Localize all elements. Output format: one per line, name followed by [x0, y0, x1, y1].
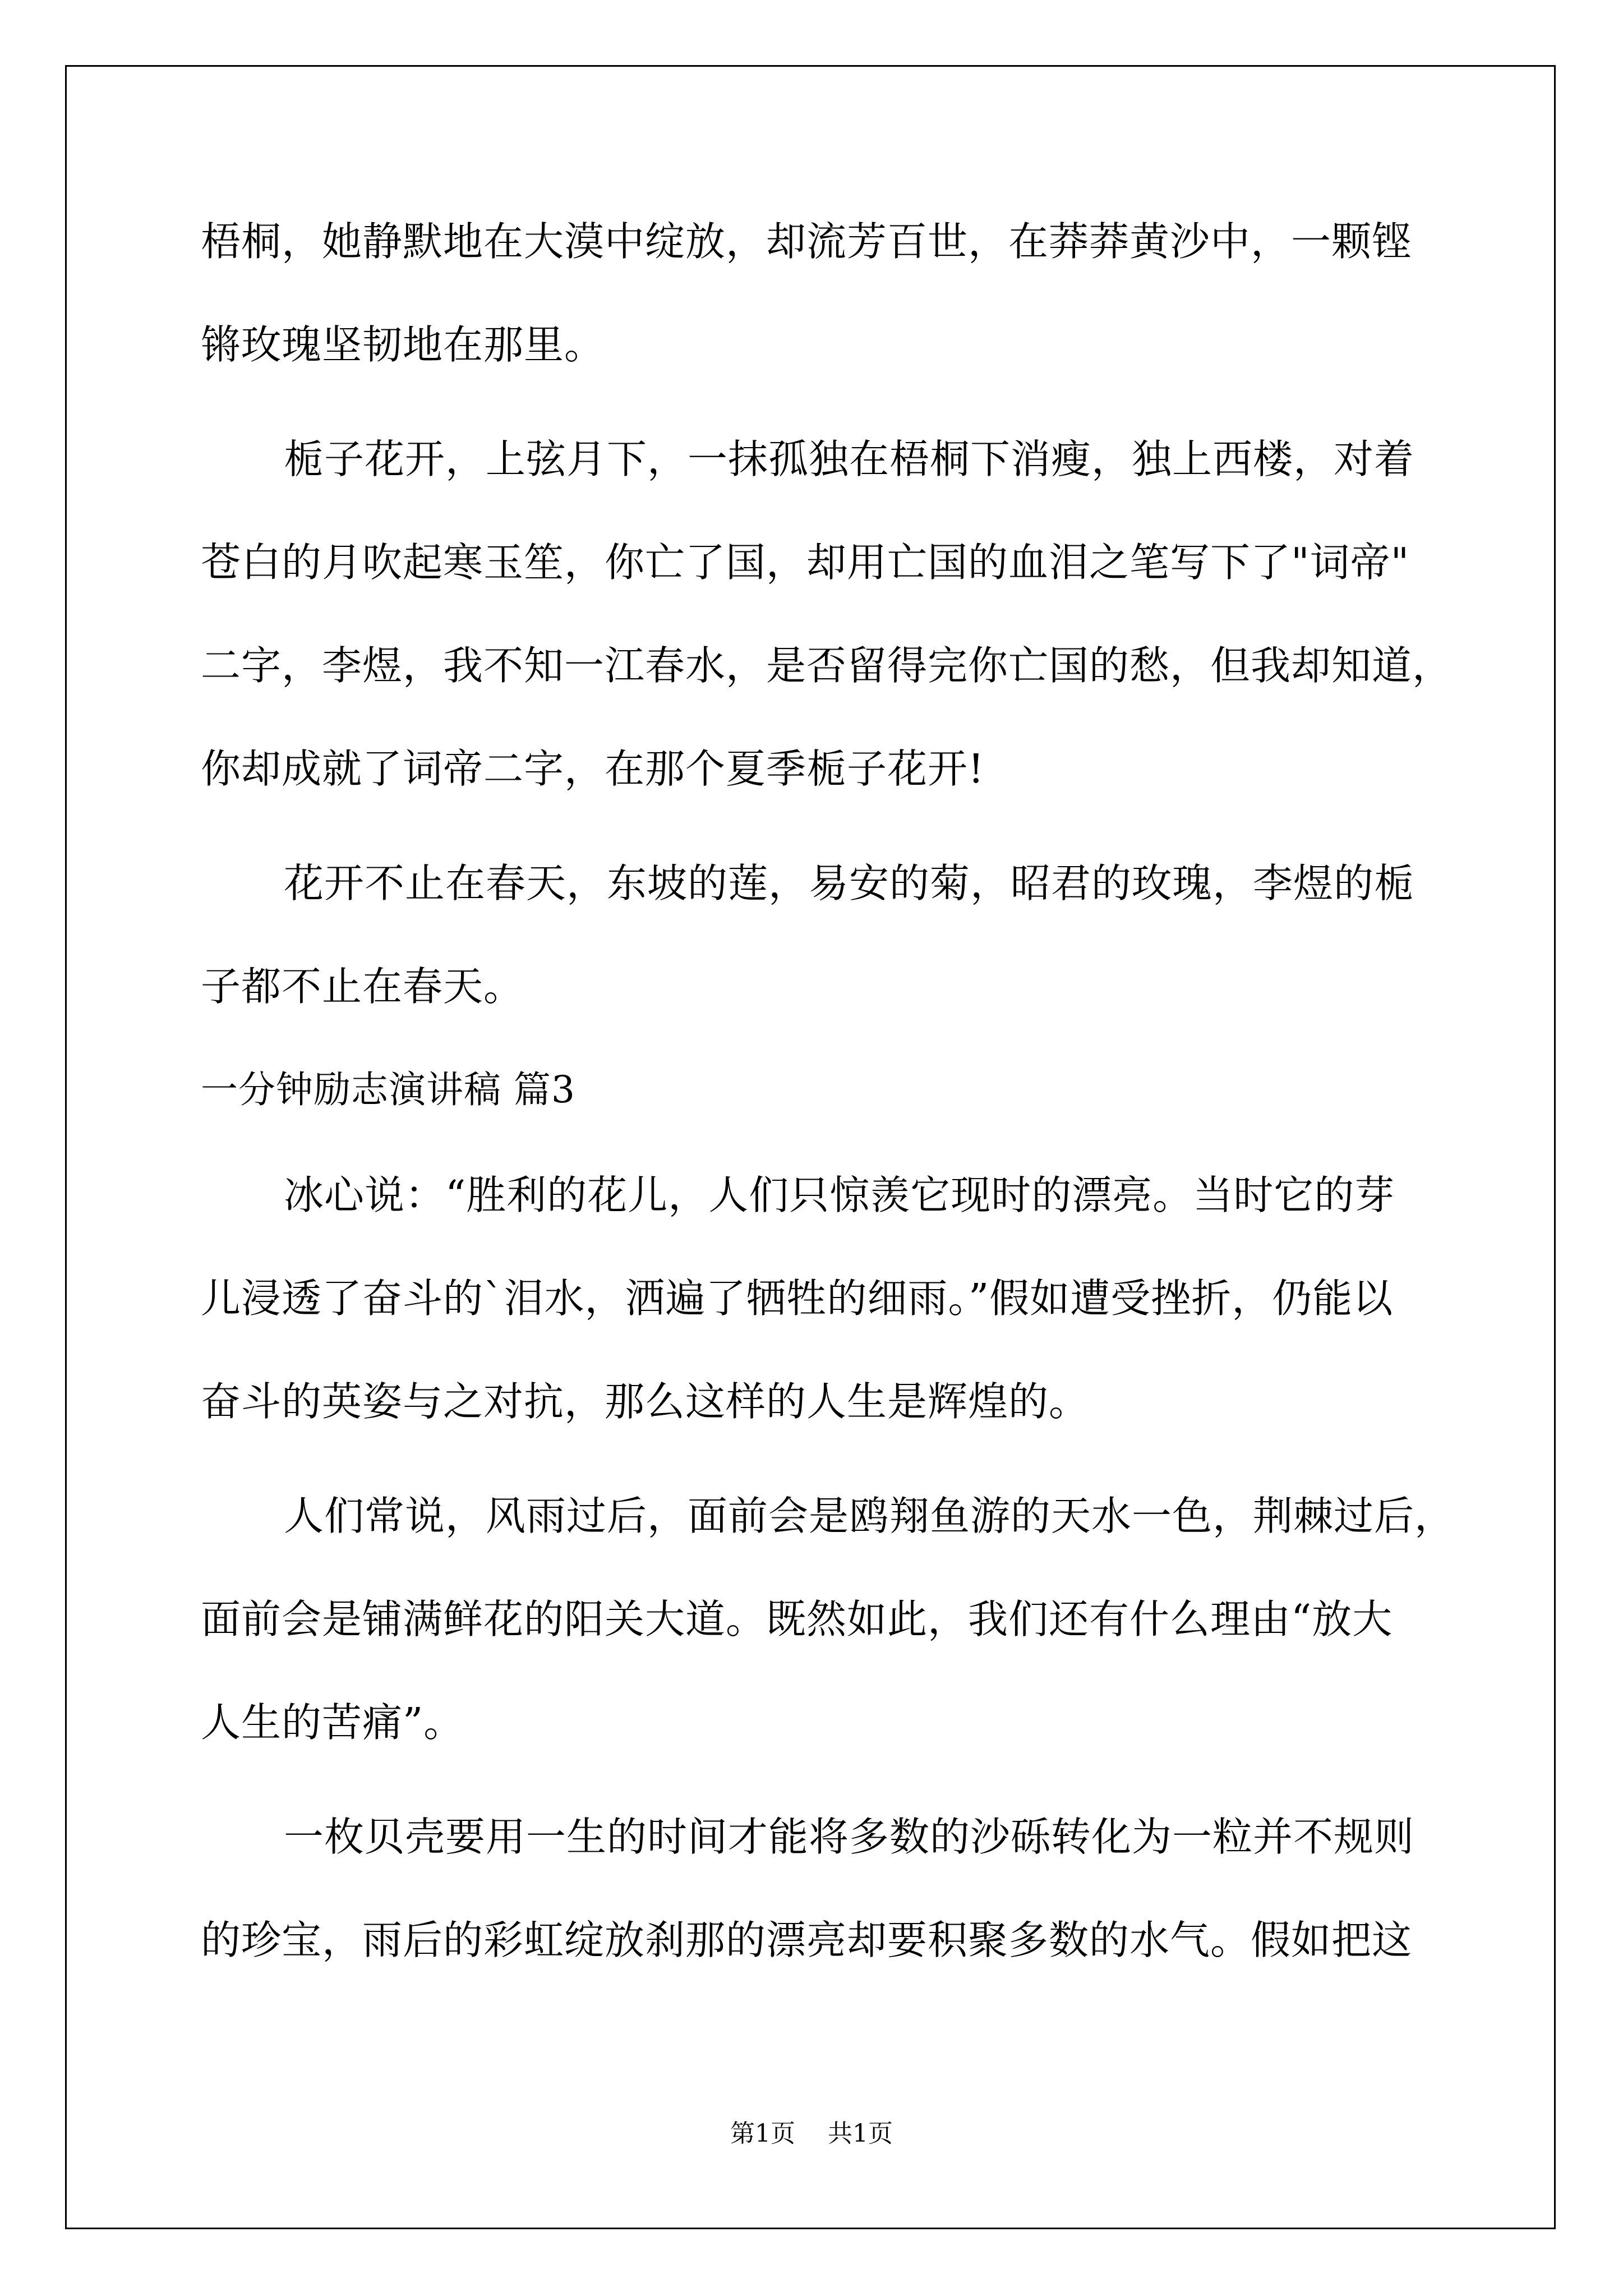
text-line: 苍白的月吹起寒玉笙，你亡了国，却用亡国的血泪之笔写下了"词帝" [201, 539, 1410, 586]
text-line: 人们常说，风雨过后，面前会是鸥翔鱼游的天水一色，荆棘过后， [284, 1493, 1455, 1539]
text-line: 儿浸透了奋斗的`泪水，洒遍了牺牲的细雨。”假如遭受挫折，仍能以 [201, 1275, 1394, 1322]
text-line: 你却成就了词帝二字，在那个夏季栀子花开! [201, 746, 985, 792]
page-border [65, 65, 1556, 2229]
section-heading: 一分钟励志演讲稿 篇3 [201, 1068, 575, 1111]
text-line: 二字，李煜，我不知一江春水，是否留得完你亡国的愁，但我却知道， [201, 642, 1453, 689]
text-line: 面前会是铺满鲜花的阳关大道。既然如此，我们还有什么理由“放大 [201, 1596, 1393, 1642]
page-footer [0, 2118, 1623, 2150]
text-line: 子都不止在春天。 [201, 963, 524, 1010]
text-line: 的珍宝，雨后的彩虹绽放刹那的漂亮却要积聚多数的水气。假如把这 [201, 1917, 1413, 1963]
page-number-current: 第1页 [730, 2119, 795, 2148]
text-line: 栀子花开，上弦月下，一抹孤独在梧桐下消瘦，独上西楼，对着 [284, 436, 1415, 482]
text-line: 奋斗的英姿与之对抗，那么这样的人生是辉煌的。 [201, 1378, 1090, 1425]
text-line: 冰心说：“胜利的花儿，人们只惊羡它现时的漂亮。当时它的芽 [284, 1172, 1395, 1218]
text-line: 花开不止在春天，东坡的莲，易安的菊，昭君的玫瑰，李煜的栀 [284, 860, 1415, 907]
text-line: 锵玫瑰坚韧地在那里。 [201, 321, 605, 368]
page-number-total: 共1页 [828, 2119, 893, 2148]
text-line: 人生的苦痛”。 [201, 1699, 464, 1746]
text-line: 梧桐，她静默地在大漠中绽放，却流芳百世，在莽莽黄沙中，一颗铿 [201, 218, 1413, 265]
text-line: 一枚贝壳要用一生的时间才能将多数的沙砾转化为一粒并不规则 [284, 1814, 1415, 1860]
